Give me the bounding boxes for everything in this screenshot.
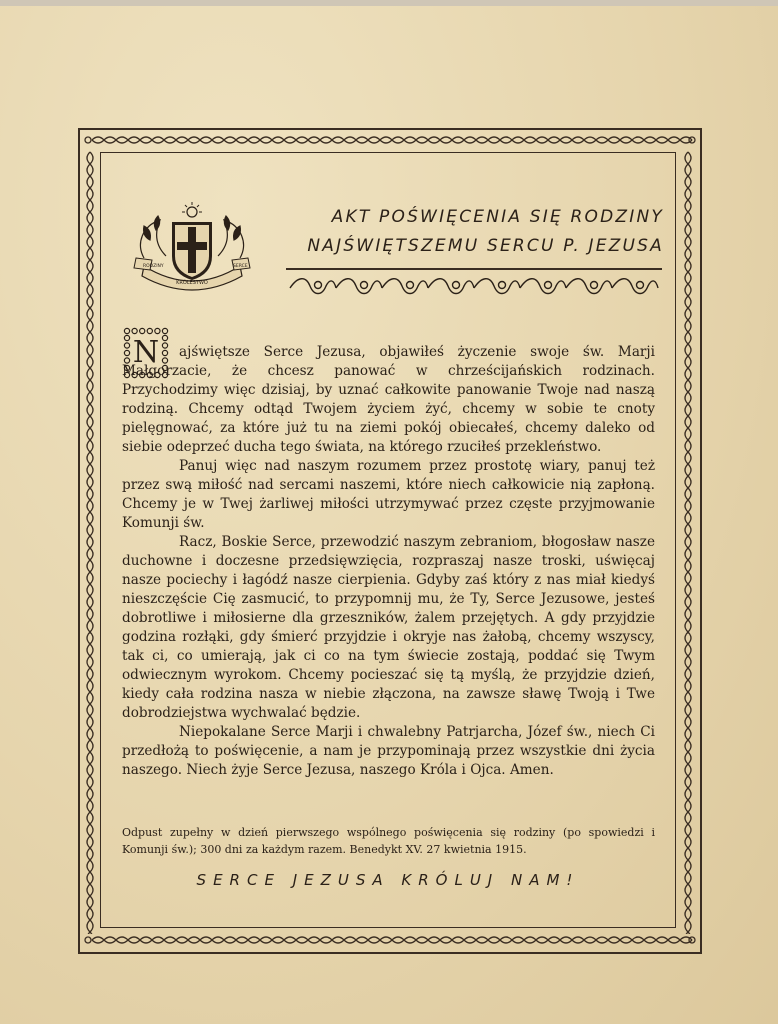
title-scroll-ornament	[286, 274, 662, 300]
crest-banner-bottom: KRÓLESTWO	[176, 280, 208, 286]
indulgence-note: Odpust zupełny w dzień pierwszego wspólnego poświęcenia się rodziny (po spowiedzi i Komunji św.); 300 dni za każdym razem. Benedykt XV. 27 kwietnia 1915.	[122, 826, 655, 856]
paragraph-2: Panuj więc nad naszym rozumem przez prostotę wiary, panuj też przez swą miłość nad sercami naszemi, które niech całkowicie nią zapłoną. Chcemy je w Twej żarliwej miłości utrzymywać przez częste przyjmowanie Komunji św.	[122, 458, 655, 531]
title-line-2: NAJŚWIĘTSZEMU SERCU P. JEZUSA	[307, 236, 664, 256]
title-rule	[286, 268, 662, 270]
crest-banner-left: RODZINY	[143, 264, 164, 269]
body-text	[122, 343, 655, 780]
paragraph-4: Niepokalane Serce Marji i chwalebny Patrjarcha, Józef św., niech Ci przedłożą to poświęcenie, a nam je przypominają przez wszystkie dni życia naszego. Niech żyje Serce Jezusa, naszego Króla i Ojca. Amen.	[122, 724, 655, 778]
paragraph-1	[122, 343, 655, 457]
scan-top-edge	[0, 0, 778, 6]
crest-banner-right: SERCE	[233, 264, 248, 269]
title-line-1: AKT POŚWIĘCENIA SIĘ RODZINY	[331, 207, 664, 227]
paragraph-1-text: ajświętsze Serce Jezusa, objawiłeś życzenie swoje św. Marji Małgorzacie, że chcesz panować w chrześcijańskich rodzinach. Przychodzimy więc dzisiaj, by uznać całkowite panowanie Twoje nad naszą rodziną. Chcemy odtąd Twojem życiem żyć, chcemy w sobie te cnoty pielęgnować, za które już tu na ziemi pokój obiecałeś, chcemy daleko od siebie odeprzeć ducha tego świata, na którego rzuciłeś przekleństwo.	[122, 344, 655, 455]
bottom-border-ornament	[84, 932, 696, 948]
motto: SERCE JEZUSA KRÓLUJ NAM!	[196, 871, 580, 889]
top-border-ornament	[84, 132, 696, 148]
right-border-ornament	[680, 148, 696, 934]
paragraph-3: Racz, Boskie Serce, przewodzić naszym zebraniom, błogosław nasze duchowne i doczesne przedsięwzięcia, rozpraszaj nasze troski, uświęcaj nasze pociechy i łagódź nasze cierpienia. Gdyby zaś który z nas miał kiedyś nieszczęście Cię zasmucić, to przypomnij mu, że Ty, Serce Jezusowe, jesteś dobrotliwe i miłosierne dla grzeszników, żalem przejętych. A gdy przyjdzie godzina rozłąki, gdy śmierć przyjdzie i okryje nas żałobą, chcemy wszyscy, tak ci, co umierają, jak ci co na tym świecie zostają, poddać się Twym odwiecznym wyrokom. Chcemy pocieszać się tą myślą, że przyjdzie dzień, kiedy cała rodzina nasza w niebie złączona, na zawsze sławę Twoją i Twe dobrodziejstwa wychwalać będzie.	[122, 534, 655, 721]
dropcap-letter: N	[132, 335, 160, 370]
left-border-ornament	[82, 148, 98, 934]
family-crest-emblem	[130, 200, 254, 300]
